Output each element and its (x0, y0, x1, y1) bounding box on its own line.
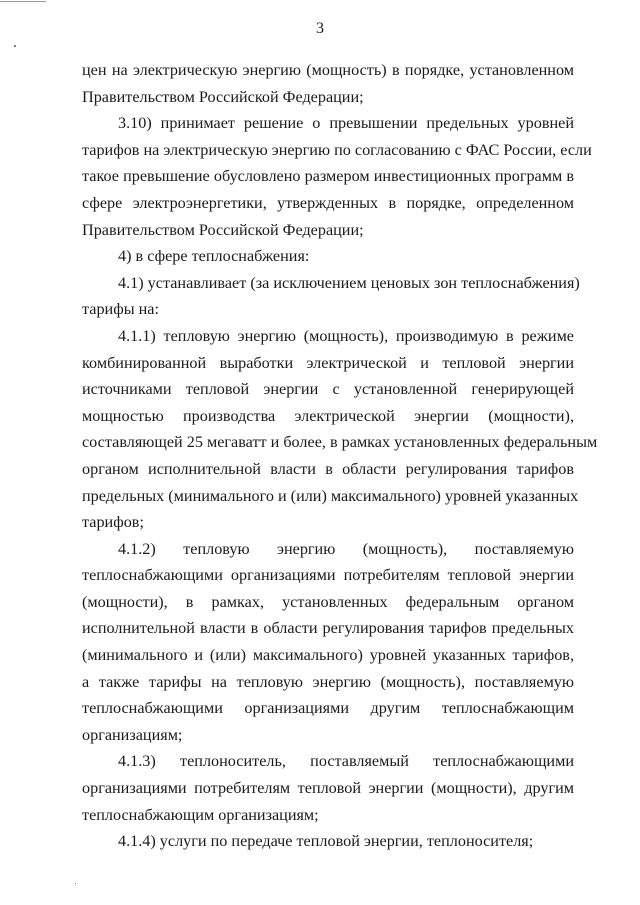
paragraph-p5 (82, 323, 598, 536)
text-line: Правительством Российской Федерации; (82, 87, 364, 106)
text-line: 4) в сфере теплоснабжения: (118, 247, 310, 266)
text-line: теплоснабжающими организациями потребителям тепловой энергии (82, 566, 574, 585)
text-line: такое превышение обусловлено размером инвестиционных программ в (82, 167, 574, 186)
paragraph-p2 (82, 110, 592, 243)
text-line: источниками тепловой энергии с установленной генерирующей (82, 380, 574, 399)
text-line: Правительством Российской Федерации; (82, 220, 364, 239)
text-line: тарифы на: (82, 300, 159, 319)
text-line: предельных (минимального и (или) максимального) уровней указанных (82, 486, 579, 505)
text-line: теплоснабжающим организациям; (82, 805, 319, 824)
scan-speck (75, 883, 76, 884)
text-line: сфере электроэнергетики, утвержденных в порядке, определенном (82, 193, 574, 212)
text-line: организациями потребителям тепловой энергии (мощности), другим (82, 779, 574, 798)
text-line: мощностью производства электрической энергии (мощности), (82, 406, 574, 425)
text-line: 4.1) устанавливает (за исключением ценовых зон теплоснабжения) (118, 273, 580, 292)
text-line: тарифов на электрическую энергию по согласованию с ФАС России, если (82, 140, 592, 159)
text-line: 4.1.2) тепловую энергию (мощность), поставляемую (118, 539, 574, 558)
text-line: а также тарифы на тепловую энергию (мощность), поставляемую (82, 672, 574, 691)
scan-speck (14, 45, 16, 47)
text-line: теплоснабжающими организациями другим теплоснабжающим (82, 699, 574, 718)
text-line: составляющей 25 мегаватт и более, в рамках установленных федеральным (82, 433, 598, 452)
paragraph-p3 (82, 243, 574, 270)
document-body (82, 57, 598, 855)
text-line: цен на электрическую энергию (мощность) в порядке, установленном (82, 61, 574, 79)
paragraph-p1 (82, 57, 574, 110)
scan-edge-line (0, 1, 46, 2)
text-line: исполнительной власти в области регулирования тарифов предельных (82, 619, 574, 638)
text-line: органом исполнительной власти в области регулирования тарифов (82, 459, 574, 478)
text-line: 4.1.4) услуги по передаче тепловой энергии, теплоносителя; (118, 832, 534, 851)
text-line: организациям; (82, 725, 183, 744)
text-line: 3.10) принимает решение о превышении предельных уровней (118, 114, 574, 133)
text-line: тарифов; (82, 513, 144, 532)
text-line: 4.1.3) теплоноситель, поставляемый теплоснабжающими (118, 752, 574, 771)
paragraph-p8 (82, 828, 574, 855)
paragraph-p6 (82, 536, 574, 749)
text-line: 4.1.1) тепловую энергию (мощность), производимую в режиме (118, 326, 574, 345)
page-number: 3 (316, 20, 324, 37)
paragraph-p7 (82, 748, 574, 828)
text-line: комбинированной выработки электрической и тепловой энергии (82, 353, 574, 372)
text-line: (минимального и (или) максимального) уровней указанных тарифов, (82, 646, 574, 665)
text-line: (мощности), в рамках, установленных федеральным органом (82, 592, 574, 611)
paragraph-p4 (82, 270, 580, 323)
